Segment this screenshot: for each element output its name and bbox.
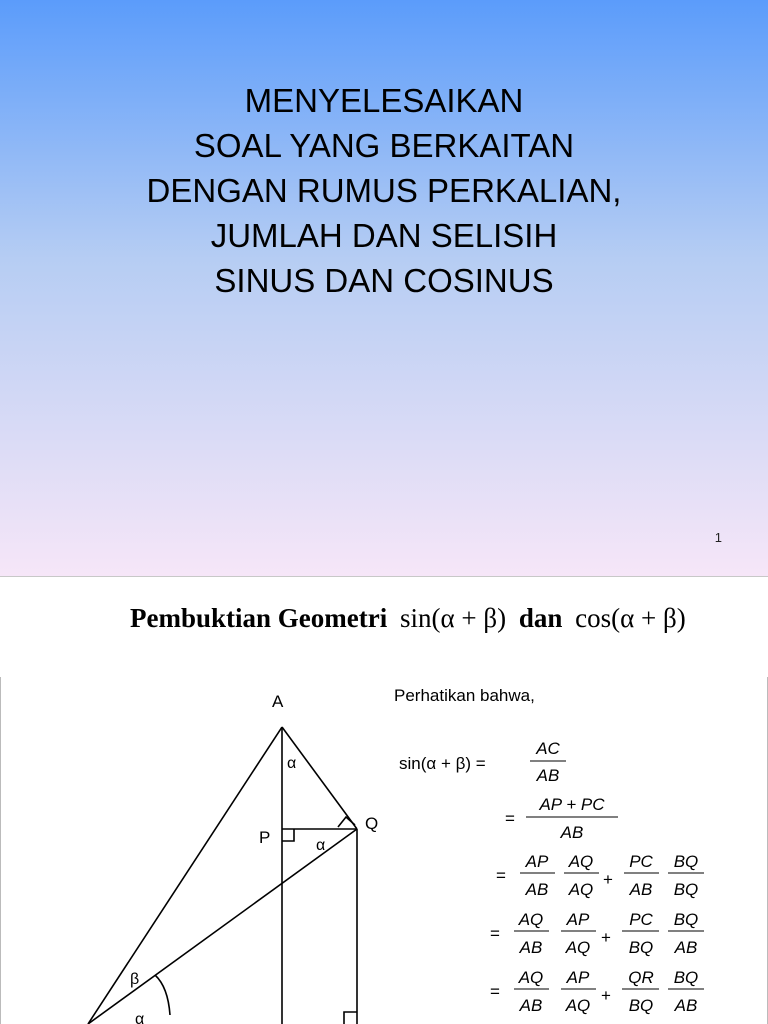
line-BQ <box>88 829 357 1024</box>
eq5-t2-den: AQ <box>565 996 591 1015</box>
slide-number: 1 <box>714 530 722 545</box>
eq5-equals: = <box>490 982 500 1001</box>
label-alpha-mid: α <box>316 837 326 854</box>
line-AQ <box>282 727 357 829</box>
heading-sin-formula: sin(α + β) <box>399 603 507 633</box>
heading-bold-text: Pembuktian Geometri <box>130 603 388 633</box>
eq4-t1-num: AQ <box>518 910 544 929</box>
eq4-t3-num: PC <box>629 910 653 929</box>
title-line-2: SOAL YANG BERKAITAN <box>193 127 575 164</box>
equations-block <box>394 686 618 842</box>
eq2-equals: = <box>505 809 515 828</box>
slide-title <box>0 78 768 303</box>
eq5-t4-num: BQ <box>673 968 699 987</box>
eq1-denominator: AB <box>536 766 560 785</box>
eq5-t2-num: AP <box>566 968 590 987</box>
eq5-t4-den: AB <box>674 996 698 1015</box>
label-alpha-bottom: α <box>135 1011 145 1024</box>
eq2-numerator: AP + PC <box>539 795 605 814</box>
eq5-t3-den: BQ <box>628 996 654 1015</box>
eq3-t1-num: AP <box>525 852 549 871</box>
title-line-4: JUMLAH DAN SELISIH <box>210 217 558 254</box>
line-AB <box>88 727 282 1024</box>
eq3-t4-num: BQ <box>673 852 699 871</box>
eq4-t2-den: AQ <box>565 938 591 957</box>
intro-text: Perhatikan bahwa, <box>394 686 535 705</box>
proof-figure <box>0 577 768 1024</box>
label-P: P <box>259 828 271 847</box>
label-beta: β <box>130 971 140 988</box>
eq3-t4-den: BQ <box>673 880 699 899</box>
right-angle-Q <box>338 817 355 827</box>
eq3-t2-num: AQ <box>568 852 594 871</box>
eq5-t3-num: QR <box>628 968 654 987</box>
eq4-plus: + <box>601 928 611 947</box>
eq5-t1-num: AQ <box>518 968 544 987</box>
label-A: A <box>272 692 284 711</box>
eq1-numerator: AC <box>536 739 560 758</box>
eq4-t4-den: AB <box>674 938 698 957</box>
eq5-plus: + <box>601 986 611 1005</box>
heading-and: dan <box>518 603 563 633</box>
eq3-t2-den: AQ <box>568 880 594 899</box>
eq3-equals: = <box>496 866 506 885</box>
equation-rows <box>490 852 698 1015</box>
triangle-diagram <box>88 727 357 1024</box>
right-angle-P <box>282 829 294 841</box>
eq4-t1-den: AB <box>519 938 543 957</box>
label-Q: Q <box>365 814 379 833</box>
eq4-equals: = <box>490 924 500 943</box>
right-angle-R <box>344 1012 357 1024</box>
eq3-t3-den: AB <box>629 880 653 899</box>
eq4-t2-num: AP <box>566 910 590 929</box>
beta-arc <box>155 975 170 1015</box>
eq4-t3-den: BQ <box>628 938 654 957</box>
eq3-t3-num: PC <box>629 852 653 871</box>
eq5-t1-den: AB <box>519 996 543 1015</box>
heading-cos-formula: cos(α + β) <box>575 603 686 633</box>
label-alpha-top: α <box>287 755 297 772</box>
lhs-sin: sin(α + β) = <box>399 754 486 773</box>
title-line-1: MENYELESAIKAN <box>244 82 524 119</box>
eq3-t1-den: AB <box>525 880 549 899</box>
title-line-5: SINUS DAN COSINUS <box>214 262 554 299</box>
eq3-plus: + <box>603 870 613 889</box>
eq4-t4-num: BQ <box>673 910 699 929</box>
title-line-3: DENGAN RUMUS PERKALIAN, <box>146 172 622 209</box>
proof-slide <box>0 577 768 1024</box>
eq2-denominator: AB <box>560 823 584 842</box>
